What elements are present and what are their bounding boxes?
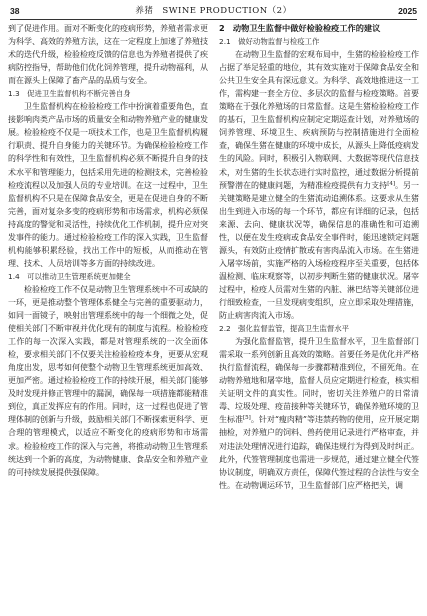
paragraph-text: 。针对“瘦肉精”等违禁药物的使用，应开展定期抽检，对养殖户的饲料、兽药使用记录进行严格审查，并对违法处理情况进行追踪，确保违规行为得到及时纠正。此外，代签管理制度也需进一步规范，通过建立健全代签协议制度，明确双方责任，保障代签过程的合法性与安全性。在动物调运环节，卫生监督部门应严格把关，调 xyxy=(219,415,419,490)
paragraph-text: 。另一关键策略是建立健全的生猪流动追溯体系。这要求从生猪出生到进入市场的每一个环节，都应有详细的记录，包括来源、去向、健康状况等，确保信息的准确性和可追溯性，以便在发生疫病或食品安全事件时，能迅速锁定问题源头，有效防止疫情扩散或有害肉品流入市场。在生猪进入屠宰场前，实施严格的入场检疫程序至关重要，包括体温检测、临床观察等，以初步判断生猪的健康状况。屠宰过程中，检疫人员需对生猪的内脏、淋巴结等关键部位进行细致检查，一旦发现病变组织，应立即采取处理措施，防止病害肉流入市场。 xyxy=(219,180,419,321)
section-heading-1-3: 1.3 促进卫生监督机构不断完善自身 xyxy=(8,89,131,99)
paragraph-text: 为强化监督监管，提升卫生监督水平，卫生监督部门需采取一系列创新且高效的策略。首要任务是优化并严格执行监督流程，确保每一步骤都精准到位，不留死角。在动物养殖地和屠宰地，监督人员应定期进行检查，核实相关证明文件的真实性。同时，密切关注养殖户的日常清毒、垃圾处理、疫苗接种等关键环节，确保养殖环境的卫生标准 xyxy=(219,337,419,425)
section-heading-1-4: 1.4 可以推动卫生管理系统更加健全 xyxy=(8,271,131,281)
section-heading-2: 2 动物卫生监督中做好检验检疫工作的建议 xyxy=(219,23,381,33)
issue-year: 2025 xyxy=(398,6,417,16)
paragraph: 卫生监督机构在检验检疫工作中扮演着重要角色，直接影响肉类产品市场的质量安全和动物养殖产业的健康发展。检验检疫不仅是一项技术工作，也是卫生监督机构履行职责、提升自身能力的关键环节。为确保检验检疫工作的科学性和有效性，卫生监督机构必须不断提升自身的技术水平和管理能力，包括采用先进的检测技术，完善检验检疫流程以及加强人员的专业培训。在这一过程中，卫生监督机构不只是在保障食品安全，更是在促进自身的不断完善，面对复杂多变的疫病形势和市场需求，机构必须保持高度的警觉和灵活性，持续优化工作机制，提升应对突发事件的能力。通过检验检疫工作的深入实践，卫生监督机构能够积累经验，找出工作中的短板，从而推动在管理、技术、人员培训等多方面的持续改进。 xyxy=(8,102,208,268)
paragraph: 检验检疫工作不仅是动物卫生管理系统中不可或缺的一环，更是推动整个管理体系健全与完善的重要驱动力，如同一面镜子，映射出管理系统中的每一个细微之处，促使相关部门不断审视并优化现有的制度与流程。检验检疫工作的每一次深入实践，都是对管理系统的一次全面体检，要求相关部门不仅要关注检验检疫本身，更要从宏观角度出发，思考如何使整个动物卫生管理系统更加高效、更加严密。通过检验检疫工作的持续开展，相关部门能够及时发现并修正管理中的漏洞，确保每一项措施都能精准到位，真正发挥应有的作用。同时，这一过程也促进了管理体制的创新与升级，鼓励相关部门不断探索更科学、更合理的管理模式，以适应不断变化的疫病形势和市场需求。检验检疫工作的深入与完善，将推动动物卫生管理系统达到一个新的高度，为动物健康、食品安全和养殖产业的可持续发展提供强保障。 xyxy=(8,284,208,477)
citation-ref: [4] xyxy=(387,180,395,187)
section-heading-2-1: 2.1 做好动物监督与检疫工作 xyxy=(219,37,320,47)
left-column xyxy=(8,22,208,612)
section-heading-2-2: 2.2 强化监督监管，提高卫生监督水平 xyxy=(219,324,350,334)
page-header xyxy=(10,4,417,18)
citation-ref: [5] xyxy=(243,415,251,422)
paragraph-text: 在动物卫生监督的宏观布局中，生猪的检验检疫工作占据了举足轻重的地位，其有效实施对于保障食品安全和公共卫生安全具有深远意义。为科学、高效地推进这一工作，需构建一套全方位、多层次的监督与检疫策略。首要策略在于强化养殖场的日常监督。这是生猪检验检疫工作的基石，卫生监督机构应制定定期巡查计划，对养殖场的饲养管理、环境卫生、疾病预防与控制措施进行全面检查，确保生猪在健康的环境中成长，从源头上降低疫病发生的风险。同时，积极引入物联网、大数据等现代信息技术，对生猪的生长状态进行实时监控，通过数据分析提前预警潜在的健康问题，为精准检疫提供有力支持 xyxy=(219,50,419,190)
right-column xyxy=(219,22,419,612)
header-rule xyxy=(10,19,417,20)
paragraph: 到了促进作用。面对不断变化的疫病形势，养殖者需求更为科学、高效的养殖方法，这在一定程度上加速了养殖技术的迭代升级，检验检疫反馈的信息也为养殖者提供了疾病防控指导，帮助他们优化饲养管理，提升动物福利，从而在源头上保障了畜产品的品质与安全。 xyxy=(8,24,208,86)
paragraph xyxy=(219,48,419,322)
journal-title: 养猪 SWINE PRODUCTION（2） xyxy=(135,6,292,16)
paragraph xyxy=(219,335,419,492)
page-number: 38 xyxy=(10,6,20,16)
